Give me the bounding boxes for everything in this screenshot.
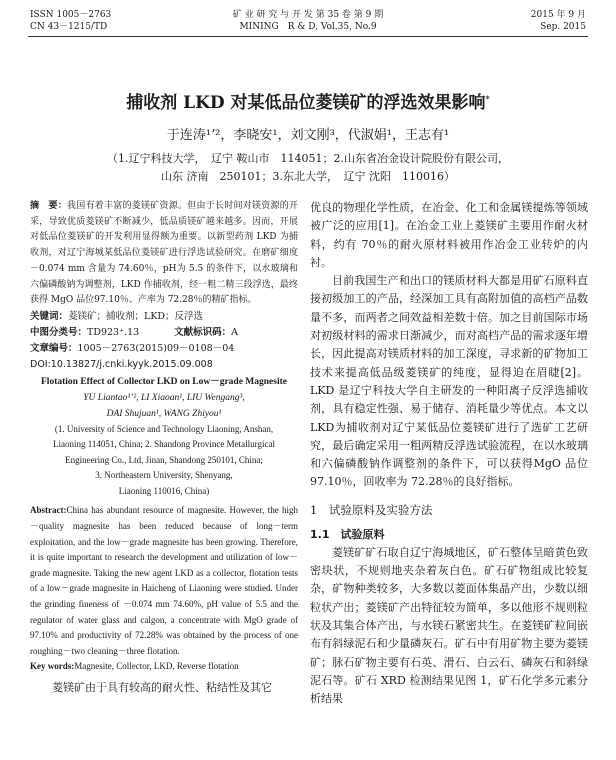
right-column [310, 199, 588, 708]
article-number-label: 文章编号： [30, 342, 78, 354]
english-authors [30, 390, 298, 422]
keywords-cn-label: 关键词： [30, 310, 69, 322]
left-column [30, 199, 298, 697]
body-text-right [310, 199, 588, 492]
clc-label: 中图分类号： [30, 326, 88, 338]
english-abstract-label: Abstract: [30, 505, 67, 516]
section-heading: 1 试验原料及实验方法 [310, 502, 433, 517]
paper-title-text: 捕收剂 LKD 对某低品位菱镁矿的浮选效果影响 [126, 93, 486, 113]
classification-row [30, 325, 298, 341]
doc-code-value: A [231, 326, 238, 338]
clc-value: TD923⁺.13 [87, 326, 140, 338]
body-paragraph: 菱镁矿由于具有较高的耐火性、粘结性及其它 [52, 680, 272, 694]
journal-name-en: MINING R & D, Vol.35, No.9 [239, 21, 377, 32]
body-paragraph: 菱镁矿矿石取自辽宁海城地区，矿石整体呈暗黄色致密块状，不规则地夹杂着灰白色。矿石矿物组成比较复杂，矿物种类较多，大多数以菱面体集晶产出，少数以细粒状产出；菱镁矿产出特征较为简单，多以他形不规则粒状及其集合体产出，与水镁石紧密共生。在菱镁矿粒间嵌布有斜绿泥石和少量磷灰石。矿石中有用矿物主要为菱镁矿；脉石矿物主要有石英、滑石、白云石、磷灰石和斜绿泥石等。矿石 XRD 检测结果见图 1，矿石化学多元素分析结果 [310, 545, 588, 706]
english-keywords [30, 659, 298, 675]
article-number [30, 341, 298, 357]
title-footnote-mark: * [485, 93, 490, 104]
journal-name [0, 10, 616, 33]
subsection-heading: 1.1 试验原料 [310, 527, 385, 541]
issn: ISSN 1005－2763 [30, 10, 112, 20]
english-affiliation-line: (1. University of Science and Technology Liaoning, Anshan, [54, 423, 274, 434]
english-affiliation-line: 3. Northeastern University, Shenyang, [95, 470, 233, 481]
affiliations [60, 150, 556, 186]
english-authors-line: DAI Shujuan¹, WANG Zhiyou¹ [106, 408, 222, 419]
affiliation-line: （1.辽宁科技大学， 辽宁 鞍山市 114051；2.山东省冶金设计院股份有限公司， [107, 152, 509, 165]
article-number-value: 1005－2763(2015)09－0108－04 [77, 342, 235, 354]
header-rule [28, 36, 588, 37]
english-affiliation-line: Liaoning 114051, China; 2. Shandong Province Metallurgical [53, 439, 275, 450]
english-affiliation-line: Liaoning 110016, China) [118, 485, 210, 496]
english-abstract-text: China has abundant resource of magnesite. However, the high－quality magnesite has been reduced because of long－term exploitation, and the low－grade magnesite has been growing. Therefore, it is quite important to research the development and utilization of low－grade magnesite. Taking the new agent LKD as a collector, flotation tests of a low－grade magnesite in Haicheng of Liaoning were studied. Under the grinding fineness of －0.074 mm 74.60%, pH value of 5.5 and the regulator of water glass and calgon, a concentrate with MgO grade of 97.10% and productivity of 72.28% was obtained by the process of one roughing－two cleaning－three flotation. [30, 505, 298, 656]
affiliation-line: 山东 济南 250101；3.东北大学， 辽宁 沈阳 110016） [161, 170, 455, 183]
abstract-cn [30, 199, 298, 309]
body-paragraph: 目前我国生产和出口的镁质材料大都是用矿石原料直接初级加工的产品，经深加工具有高附加值的高档产品数量不多，而两者之间效益相差数十倍。加之目前国际市场对初级材料的需求日渐减少，而对高档产品的需求逐年增长，因此提高对镁质材料的加工深度，寻求新的矿物加工技术来提高低品级菱镁矿的纯度，显得迫在眉睫[2]。LKD 是辽宁科技大学自主研发的一种阳离子反浮选捕收剂，具有稳定性强、易于储存、消耗量少等优点。本文以 LKD为捕收剂对辽宁某低品位菱镁矿进行了选矿工艺研究，最后确定采用一粗两精反浮选试验流程，在以水玻璃和六偏磷酸钠作调整剂的条件下，可以获得MgO 品位 97.10％，回收率为 72.28％的良好指标。 [310, 274, 588, 489]
paper-title [0, 88, 616, 113]
keywords-cn-text: 菱镁矿；捕收剂；LKD；反浮选 [68, 310, 204, 322]
abstract-cn-text: 我国有着丰富的菱镁矿资源。但由于长时间对镁资源的开采，导致优质菱镁矿不断减少，低品质镁矿越来越多。因而，开展对低品位菱镁矿的开发利用显得额为重要。以新型药剂 LKD 为捕收剂，对辽宁海城某低品位菱镁矿进行浮选试验研究。在磨矿细度－0.074 mm 含量为 74.60％，pH为 5.5 的条件下，以水玻璃和六偏磷酸钠为调整剂，LKD 作捕收剂，经一粗二精三段浮选，最终获得 MgO 品位97.10％、产率为 72.28％的精矿指标。 [30, 201, 298, 306]
keywords-cn [30, 309, 298, 325]
document-code [174, 325, 238, 341]
journal-name-cn: 矿 业 研 究 与 开 发 第 35 卷 第 9 期 [232, 10, 384, 20]
date-en: Sep. 2015 [540, 21, 586, 32]
english-affiliations [30, 422, 298, 500]
abstract-cn-label: 摘 要： [30, 201, 67, 211]
cn-number: CN 43－1215/TD [30, 21, 108, 32]
english-affiliation-line: Engineering Co., Ltd, Jinan, Shandong 250101, China; [65, 454, 263, 465]
english-keywords-label: Key words: [30, 661, 75, 672]
doc-code-label: 文献标识码： [174, 326, 232, 338]
body-text-right-2 [310, 544, 588, 709]
date-cn: 2015 年 9 月 [530, 10, 586, 20]
english-abstract [30, 503, 298, 659]
body-text-left [30, 679, 298, 697]
journal-date [531, 10, 586, 33]
english-title: Flotation Effect of Collector LKD on Low－grade Magnesite [41, 376, 287, 387]
body-paragraph: 优良的物理化学性质，在冶金、化工和金属镁提炼等领域被广泛的应用[1]。在冶金工业上菱镁矿主要用作耐火材料，约有 70％的耐火原材料被用作冶金工业转炉的内衬。 [310, 201, 588, 269]
doi: DOI:10.13827/j.cnki.kyyk.2015.09.008 [30, 358, 213, 370]
author-list: 于连涛¹ʼ²，李晓安¹，刘文刚³，代淑娟¹，王志有¹ [166, 128, 450, 143]
english-keywords-text: Magnesite, Collector, LKD, Reverse flotation [74, 661, 239, 672]
clc-code [30, 325, 139, 341]
english-authors-line: YU Liantao¹ʼ², LI Xiaoan¹, LIU Wengang³, [83, 392, 245, 403]
